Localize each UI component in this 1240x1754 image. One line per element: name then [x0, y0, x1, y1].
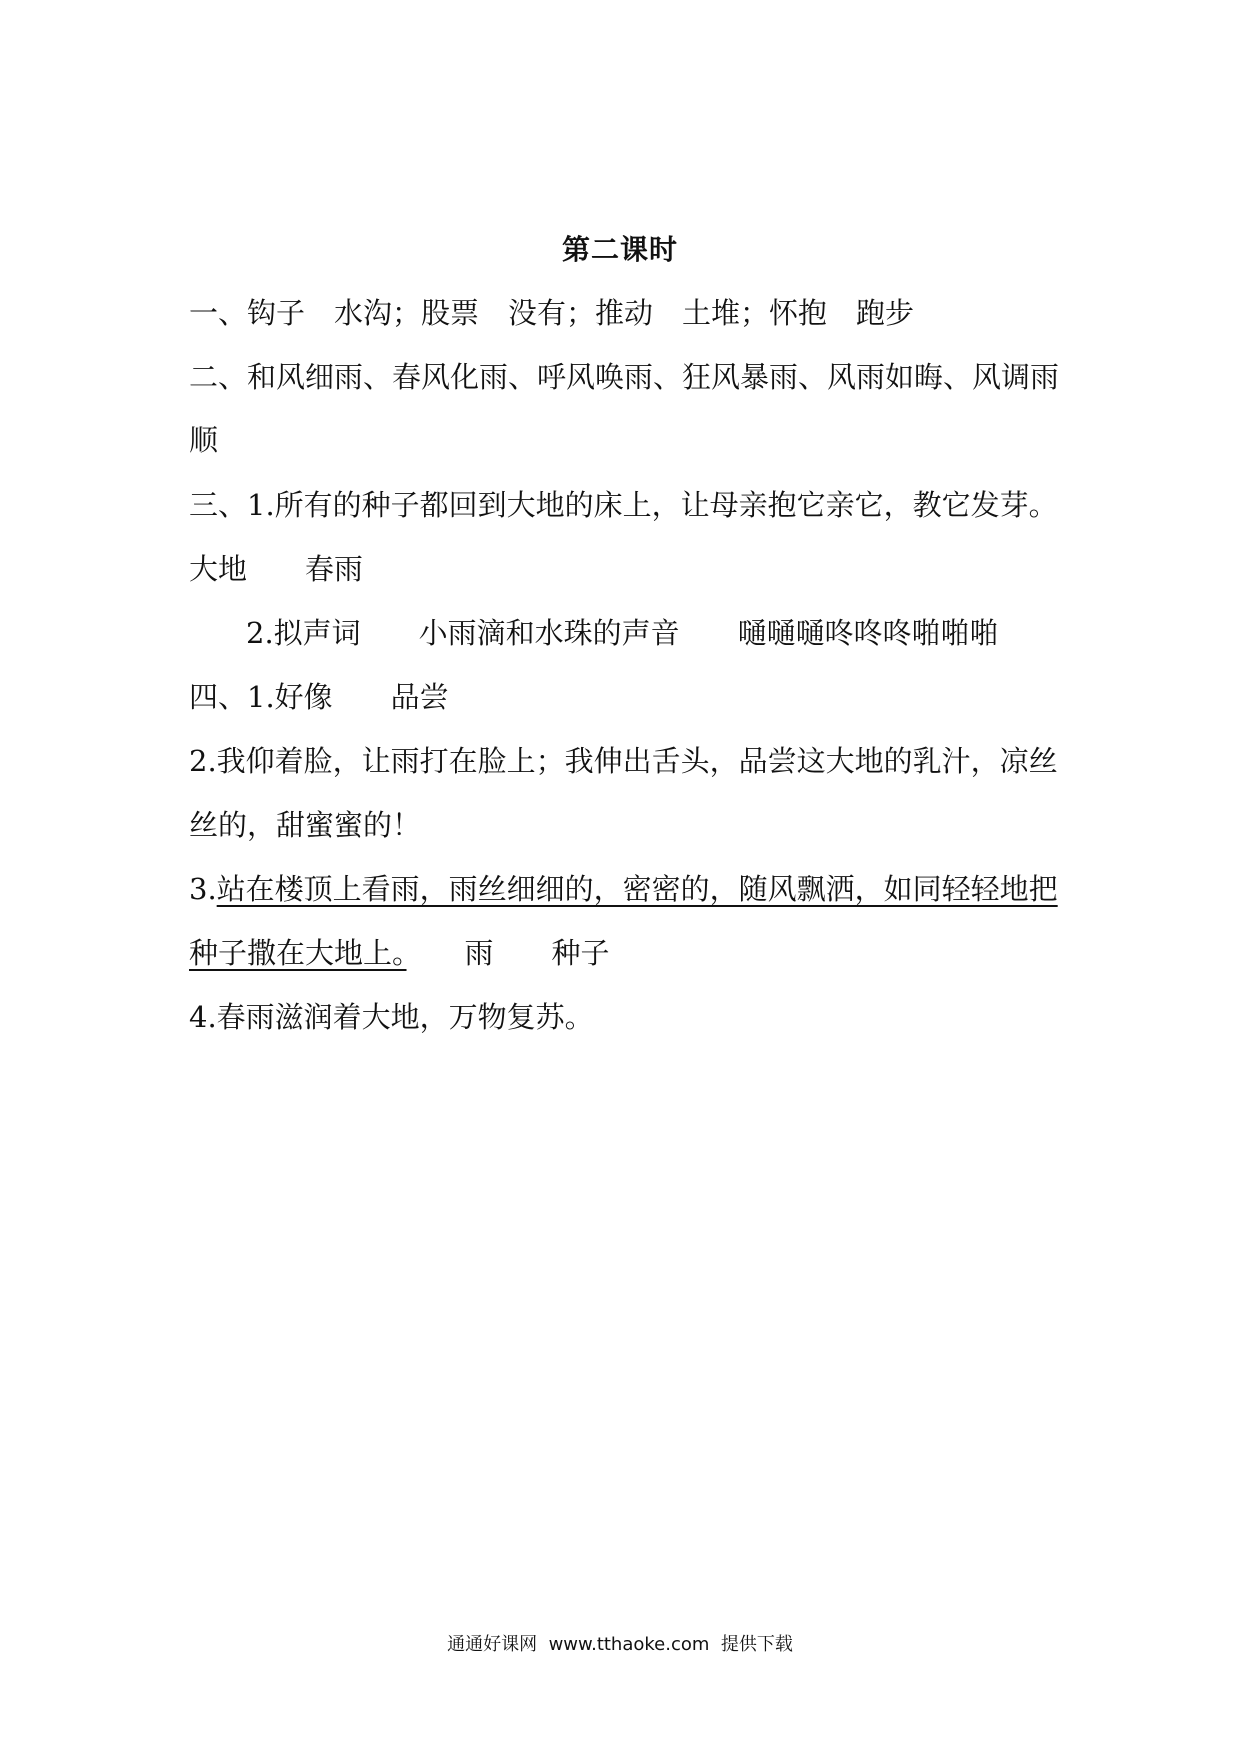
- answer-line-2: 二、和风细雨、春风化雨、呼风唤雨、狂风暴雨、风雨如晦、风调雨: [189, 360, 1060, 394]
- answer-line-3-2: 2.拟声词 小雨滴和水珠的声音 嗵嗵嗵咚咚咚啪啪啪: [246, 616, 999, 650]
- answer-line-4-2: 2.我仰着脸，让雨打在脸上；我伸出舌头，品尝这大地的乳汁，凉丝: [189, 744, 1058, 778]
- answer-line-4-3-cont: [189, 933, 610, 973]
- footer-watermark: 通通好课网 www.tthaoke.com 提供下载: [447, 1634, 793, 1655]
- answer-line-2-cont: 顺: [189, 423, 219, 457]
- page-title: 第二课时: [561, 233, 678, 266]
- answer-line-1: 一、钩子 水沟；股票 没有；推动 土堆；怀抱 跑步: [189, 296, 915, 330]
- underlined-sentence: 站在楼顶上看雨，雨丝细细的，密密的，随风飘洒，如同轻轻地把: [216, 872, 1058, 906]
- answer-line-3-cont: 大地 春雨: [189, 552, 364, 586]
- item-number: 3.: [189, 872, 217, 906]
- underlined-sentence-end: 种子撒在大地上。: [189, 936, 407, 970]
- answer-line-4-4: 4.春雨滋润着大地，万物复苏。: [189, 1000, 594, 1034]
- answer-line-4-2-cont: 丝的，甜蜜蜜的！: [189, 808, 422, 842]
- answer-line-4: 四、1.好像 品尝: [189, 680, 449, 714]
- answer-words: 雨 种子: [406, 936, 610, 970]
- answer-line-4-3: [189, 869, 1058, 909]
- answer-line-3: 三、1.所有的种子都回到大地的床上，让母亲抱它亲它，教它发芽。: [189, 488, 1058, 522]
